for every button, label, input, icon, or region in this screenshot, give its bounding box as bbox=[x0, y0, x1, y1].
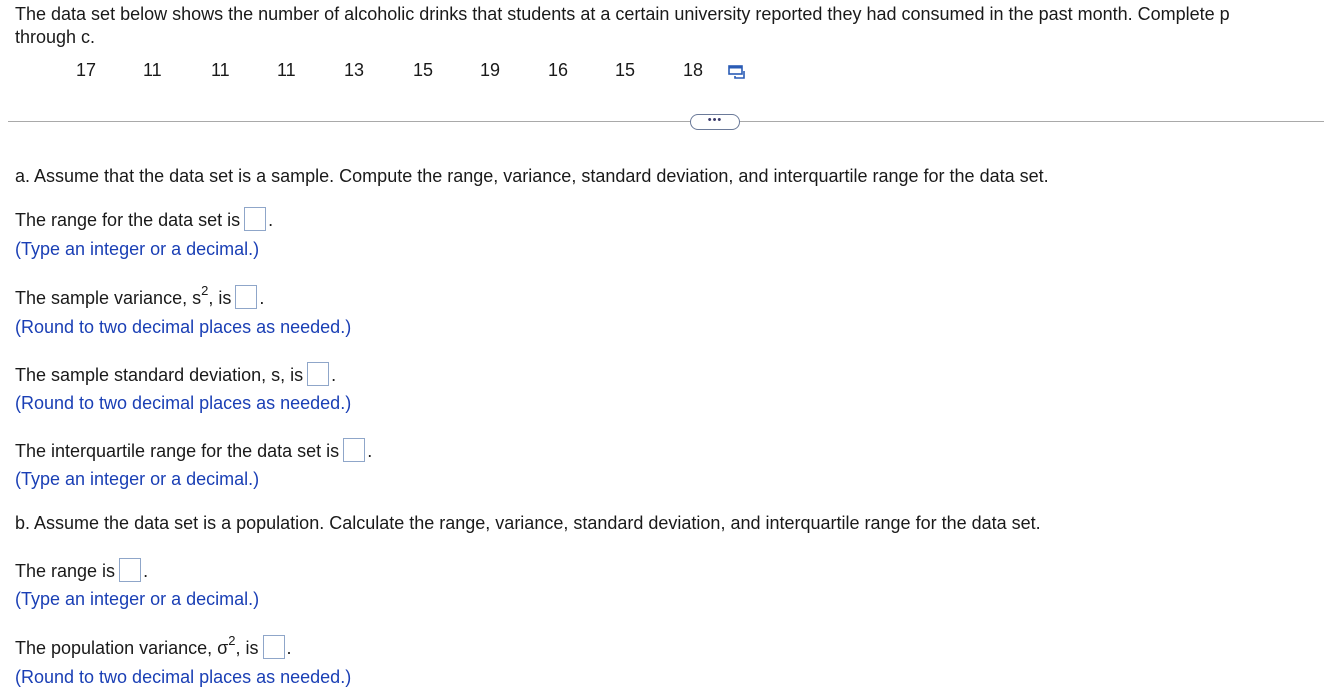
sample-variance-label: The sample variance, s bbox=[15, 288, 202, 308]
sample-iqr-hint: (Type an integer or a decimal.) bbox=[15, 469, 260, 489]
part-a-prompt: a. Assume that the data set is a sample. Compute the range, variance, standard deviation, and interquartile range for the data set. bbox=[15, 166, 1049, 186]
data-value: 11 bbox=[277, 60, 296, 80]
period: . bbox=[286, 638, 292, 658]
population-variance-label: The population variance, σ bbox=[15, 638, 229, 658]
period: . bbox=[367, 441, 373, 461]
sample-iqr-input[interactable] bbox=[343, 438, 365, 462]
data-value: 15 bbox=[615, 60, 636, 80]
period: . bbox=[331, 365, 337, 385]
sample-iqr-row bbox=[15, 439, 372, 464]
sample-variance-hint: (Round to two decimal places as needed.) bbox=[15, 317, 352, 337]
sample-range-row bbox=[15, 208, 273, 233]
sample-variance-label-end: , is bbox=[208, 288, 232, 308]
superscript: 2 bbox=[201, 283, 209, 298]
population-variance-label-end: , is bbox=[235, 638, 259, 658]
sample-variance-input[interactable] bbox=[235, 285, 257, 309]
copy-data-icon[interactable] bbox=[728, 63, 746, 77]
data-value: 11 bbox=[143, 60, 162, 80]
sample-sd-row bbox=[15, 363, 336, 388]
expand-more-button[interactable]: ••• bbox=[690, 114, 740, 130]
population-variance-row bbox=[15, 633, 292, 661]
data-value: 17 bbox=[76, 60, 97, 80]
problem-intro bbox=[15, 3, 1324, 49]
intro-line-1: The data set below shows the number of alcoholic drinks that students at a certain university reported they had consumed in the past month. Complete p bbox=[15, 4, 1230, 24]
population-variance-hint: (Round to two decimal places as needed.) bbox=[15, 667, 352, 687]
population-range-row bbox=[15, 559, 148, 584]
population-range-label: The range is bbox=[15, 561, 116, 581]
period: . bbox=[143, 561, 149, 581]
sample-sd-input[interactable] bbox=[307, 362, 329, 386]
data-value: 16 bbox=[548, 60, 569, 80]
sample-variance-row bbox=[15, 283, 265, 311]
data-value: 19 bbox=[480, 60, 501, 80]
section-divider bbox=[8, 121, 1324, 122]
sample-sd-hint: (Round to two decimal places as needed.) bbox=[15, 393, 352, 413]
data-value: 15 bbox=[413, 60, 434, 80]
intro-line-2: through c. bbox=[15, 27, 96, 47]
population-range-input[interactable] bbox=[119, 558, 141, 582]
population-variance-input[interactable] bbox=[263, 635, 285, 659]
period: . bbox=[268, 210, 274, 230]
part-b-prompt: b. Assume the data set is a population. Calculate the range, variance, standard deviation, and interquartile range for the data set. bbox=[15, 513, 1041, 533]
data-value: 13 bbox=[344, 60, 365, 80]
period: . bbox=[259, 288, 265, 308]
data-value: 11 bbox=[211, 60, 230, 80]
sample-range-label: The range for the data set is bbox=[15, 210, 241, 230]
sample-sd-label: The sample standard deviation, s, is bbox=[15, 365, 304, 385]
sample-range-hint: (Type an integer or a decimal.) bbox=[15, 239, 260, 259]
population-range-hint: (Type an integer or a decimal.) bbox=[15, 589, 260, 609]
sample-iqr-label: The interquartile range for the data set is bbox=[15, 441, 340, 461]
data-value: 18 bbox=[683, 60, 704, 80]
sample-range-input[interactable] bbox=[244, 207, 266, 231]
superscript: 2 bbox=[228, 633, 236, 648]
